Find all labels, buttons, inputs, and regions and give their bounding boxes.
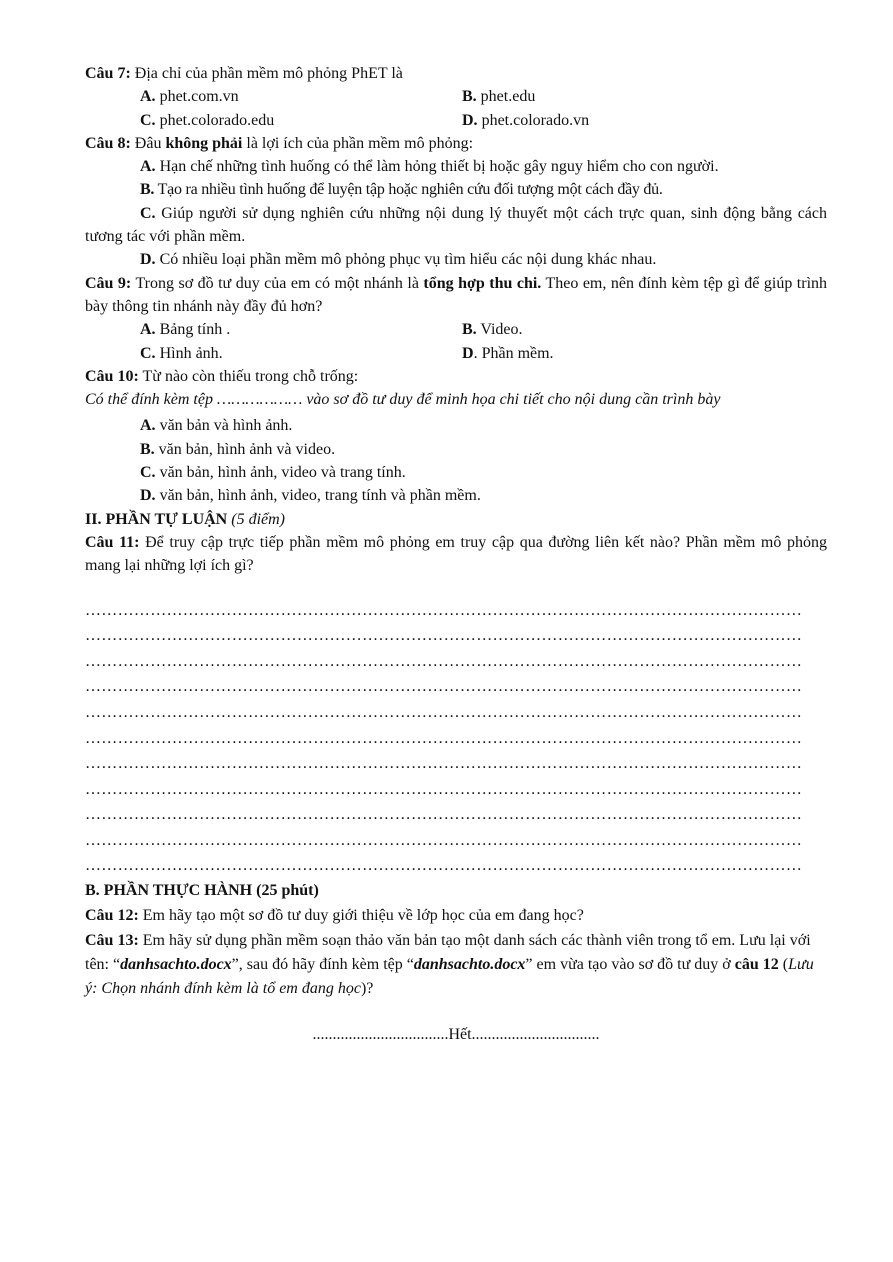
option-c: C. phet.colorado.edu — [140, 111, 275, 129]
option-a: A. Hạn chế những tình huống có thể làm hỏng thiết bị hoặc gây nguy hiểm cho con người. — [140, 158, 719, 176]
option-d: D. phet.colorado.vn — [462, 111, 590, 129]
options-row — [85, 342, 827, 365]
option-a: A. văn bản và hình ảnh. — [140, 417, 293, 435]
option-d: D. Có nhiều loại phần mềm mô phỏng phục vụ tìm hiểu các nội dung khác nhau. — [140, 251, 657, 269]
option-c: C. văn bản, hình ảnh, video và trang tính. — [140, 464, 406, 482]
question-label: Câu 10: — [85, 367, 139, 385]
section-title: B. PHẦN THỰC HÀNH (25 phút) — [85, 882, 319, 900]
question-text: Địa chỉ của phần mềm mô phỏng PhET là — [130, 65, 403, 82]
answer-line: …………………………………………………………………………………………………………………… — [85, 806, 803, 824]
fill-blank-sentence: Có thể đính kèm tệp ……………… vào sơ đồ tư duy để minh họa chi tiết cho nội dung cần trình bày — [85, 391, 721, 409]
option-a: A. phet.com.vn — [140, 88, 239, 106]
answer-line: …………………………………………………………………………………………………………………… — [85, 627, 803, 645]
question-label: Câu 12: — [85, 907, 139, 925]
option-b: B. phet.edu — [462, 88, 536, 106]
option-b: B. văn bản, hình ảnh và video. — [140, 440, 336, 458]
end-marker: ..................................Hết................................ — [312, 1025, 600, 1043]
options-row — [85, 109, 827, 132]
options-row — [85, 85, 827, 108]
question-reference: câu 12 — [734, 955, 779, 973]
end-word: Hết — [448, 1025, 472, 1043]
question-label: Câu 9: — [85, 274, 132, 292]
question-13: Câu 13: Em hãy sử dụng phần mềm soạn thảo văn bản tạo một danh sách các thành viên trong tổ em. Lưu lại với tên: “danhsachto.docx”, sau đó hãy đính kèm tệp “danhsachto.docx” em vừa tạo vào sơ đồ tư duy ở câu 12 (Lưu ý: Chọn nhánh đính kèm là tổ em đang học)? — [85, 931, 814, 997]
question-7 — [85, 62, 827, 85]
file-name: danhsachto.docx — [120, 955, 232, 973]
answer-line: …………………………………………………………………………………………………………………… — [85, 678, 803, 696]
answer-area — [85, 598, 827, 880]
answer-line: …………………………………………………………………………………………………………………… — [85, 857, 803, 875]
answer-line: …………………………………………………………………………………………………………………… — [85, 601, 803, 619]
option-c: C. Hình ảnh. — [140, 344, 223, 362]
answer-line: …………………………………………………………………………………………………………………… — [85, 729, 803, 747]
emphasis: không phải — [165, 134, 243, 152]
answer-line: …………………………………………………………………………………………………………………… — [85, 703, 803, 721]
question-label: Câu 13: — [85, 931, 139, 949]
question-12: Câu 12: Em hãy tạo một sơ đồ tư duy giới thiệu về lớp học của em đang học? — [85, 907, 584, 925]
note: Lưu ý: Chọn nhánh đính kèm là tổ em đang học — [85, 955, 814, 997]
file-name: danhsachto.docx — [413, 955, 526, 973]
option-b: B. Tạo ra nhiều tình huống để luyện tập hoặc nghiên cứu đối tượng một cách đầy đủ. — [140, 181, 663, 199]
section-title: II. PHẦN TỰ LUẬN (5 điểm) — [85, 510, 285, 528]
question-10: Câu 10: Từ nào còn thiếu trong chỗ trống: — [85, 367, 359, 385]
question-label: Câu 11: — [85, 533, 140, 551]
answer-line: …………………………………………………………………………………………………………………… — [85, 652, 803, 670]
option-b: B. Video. — [462, 321, 523, 339]
option-d: D. Phần mềm. — [462, 344, 554, 362]
emphasis: tổng hợp thu chi. — [423, 274, 542, 292]
answer-line: …………………………………………………………………………………………………………………… — [85, 831, 803, 849]
question-11: Câu 11: Để truy cập trực tiếp phần mềm mô phỏng em truy cập qua đường liên kết nào? Phần mềm mô phỏng mang lại những lợi ích gì? — [85, 533, 827, 575]
answer-line: …………………………………………………………………………………………………………………… — [85, 755, 803, 773]
question-label: Câu 7: — [85, 65, 131, 82]
answer-line: …………………………………………………………………………………………………………………… — [85, 780, 803, 798]
option-d: D. văn bản, hình ảnh, video, trang tính và phần mềm. — [140, 487, 481, 505]
question-label: Câu 8: — [85, 134, 131, 152]
options-row — [85, 318, 827, 341]
question-9: Câu 9: Trong sơ đồ tư duy của em có một nhánh là tổng hợp thu chi. Theo em, nên đính kèm tệp gì để giúp trình bày thông tin nhánh này đầy đủ hơn? — [85, 274, 828, 315]
option-c: C. Giúp người sử dụng nghiên cứu những nội dung lý thuyết một cách trực quan, sinh động bằng cách tương tác với phần mềm. — [85, 204, 827, 246]
option-a: A. Bảng tính . — [140, 321, 231, 339]
question-8: Câu 8: Đâu không phải là lợi ích của phần mềm mô phỏng: — [85, 134, 474, 152]
exam-page — [85, 62, 827, 1047]
